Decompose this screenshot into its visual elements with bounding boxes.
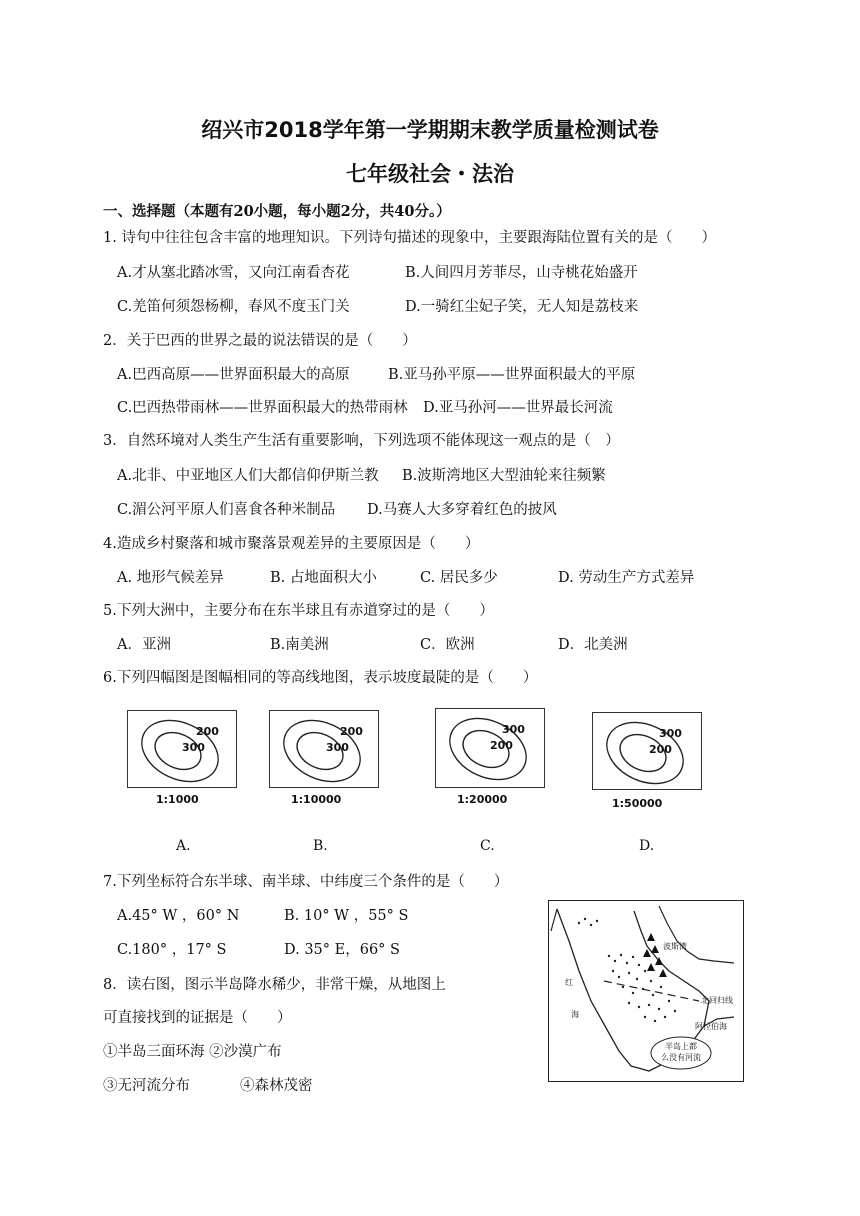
question-1-stem: 1. 诗句中往往包含丰富的地理知识。下列诗句描述的现象中，主要跟海陆位置有关的是（ ） bbox=[103, 230, 716, 246]
q8-option-1: ①半岛三面环海 ②沙漠广布 bbox=[103, 1044, 282, 1060]
figure-letter-c: C. bbox=[480, 838, 495, 854]
scale-label-b: 1:10000 bbox=[291, 793, 342, 806]
label-red: 红 bbox=[565, 978, 573, 987]
figure-letter-b: B. bbox=[313, 838, 328, 854]
q3-option-a: A.北非、中亚地区人们大都信仰伊斯兰教 bbox=[117, 468, 379, 484]
q5-option-b: B.南美洲 bbox=[270, 637, 329, 653]
label-arabian-sea: 阿拉伯海 bbox=[695, 1022, 727, 1031]
contour-label-inner: 200 bbox=[649, 743, 672, 756]
bubble-text-2: 么没有河流 bbox=[661, 1053, 701, 1062]
contour-label-outer: 300 bbox=[659, 727, 682, 740]
scale-label-d: 1:50000 bbox=[612, 797, 663, 810]
contour-lines-b bbox=[270, 711, 378, 787]
q4-option-b: B. 占地面积大小 bbox=[270, 570, 377, 586]
q3-option-b: B.波斯湾地区大型油轮来往频繁 bbox=[402, 468, 606, 484]
figure-letter-d: D. bbox=[639, 838, 655, 854]
contour-map-c bbox=[435, 708, 545, 788]
contour-map-a bbox=[127, 710, 237, 788]
question-5-stem: 5.下列大洲中，主要分布在东半球且有赤道穿过的是（ ） bbox=[103, 603, 494, 619]
q1-option-d: D.一骑红尘妃子笑，无人知是荔枝来 bbox=[405, 299, 639, 315]
scale-label-a: 1:1000 bbox=[156, 793, 199, 806]
q3-option-c: C.湄公河平原人们喜食各种米制品 bbox=[117, 502, 336, 518]
contour-lines-d bbox=[593, 713, 701, 789]
q7-option-b: B. 10° W ，55° S bbox=[284, 908, 409, 924]
q7-option-d: D. 35° E，66° S bbox=[284, 942, 400, 958]
section-heading: 一、选择题（本题有20小题，每小题2分，共40分。） bbox=[103, 203, 451, 220]
q1-option-c: C.羌笛何须怨杨柳，春风不度玉门关 bbox=[117, 299, 350, 315]
bubble-text-1: 半岛上都 bbox=[665, 1042, 697, 1051]
q8-option-3: ③无河流分布 bbox=[103, 1078, 190, 1094]
figure-letter-a: A. bbox=[176, 838, 191, 854]
q2-option-a: A.巴西高原——世界面积最大的高原 bbox=[117, 367, 350, 383]
question-7-stem: 7.下列坐标符合东半球、南半球、中纬度三个条件的是（ ） bbox=[103, 874, 509, 890]
q1-option-a: A.才从塞北踏冰雪，又向江南看杏花 bbox=[117, 265, 350, 281]
question-8-stem-cont: 可直接找到的证据是（ ） bbox=[103, 1010, 292, 1026]
q4-option-d: D. 劳动生产方式差异 bbox=[558, 570, 695, 586]
contour-label-outer: 200 bbox=[196, 725, 219, 738]
question-6-stem: 6.下列四幅图是图幅相同的等高线地图，表示坡度最陡的是（ ） bbox=[103, 670, 538, 686]
question-4-stem: 4.造成乡村聚落和城市聚落景观差异的主要原因是（ ） bbox=[103, 536, 480, 552]
label-sea: 海 bbox=[571, 1010, 579, 1019]
q5-option-d: D．北美洲 bbox=[558, 637, 628, 653]
question-3-stem: 3．自然环境对人类生产生活有重要影响，下列选项不能体现这一观点的是（ ） bbox=[103, 433, 620, 449]
q2-option-d: D.亚马孙河——世界最长河流 bbox=[423, 400, 613, 416]
q1-option-b: B.人间四月芳菲尽，山寺桃花始盛开 bbox=[405, 265, 638, 281]
contour-label-outer: 300 bbox=[502, 723, 525, 736]
exam-subtitle: 七年级社会・法治 bbox=[346, 162, 514, 186]
question-2-stem: 2．关于巴西的世界之最的说法错误的是（ ） bbox=[103, 333, 417, 349]
contour-label-outer: 200 bbox=[340, 725, 363, 738]
label-persian-gulf: 波斯湾 bbox=[663, 942, 687, 951]
map-drawing bbox=[549, 901, 743, 1081]
q3-option-d: D.马赛人大多穿着红色的披风 bbox=[367, 502, 557, 518]
q5-option-c: C．欧洲 bbox=[420, 637, 475, 653]
label-tropic: 北回归线 bbox=[701, 996, 733, 1005]
contour-map-b bbox=[269, 710, 379, 788]
exam-title: 绍兴市2018学年第一学期期末教学质量检测试卷 bbox=[201, 118, 659, 142]
arabian-peninsula-map bbox=[548, 900, 744, 1082]
q2-option-c: C.巴西热带雨林——世界面积最大的热带雨林 bbox=[117, 400, 408, 416]
q4-option-c: C. 居民多少 bbox=[420, 570, 498, 586]
q7-option-c: C.180° ，17° S bbox=[117, 942, 227, 958]
question-8-stem: 8．读右图，图示半岛降水稀少，非常干燥，从地图上 bbox=[103, 977, 446, 993]
contour-label-inner: 300 bbox=[326, 741, 349, 754]
q5-option-a: A．亚洲 bbox=[117, 637, 171, 653]
contour-label-inner: 200 bbox=[490, 739, 513, 752]
q8-option-4: ④森林茂密 bbox=[240, 1078, 313, 1094]
contour-map-d bbox=[592, 712, 702, 790]
q2-option-b: B.亚马孙平原——世界面积最大的平原 bbox=[388, 367, 636, 383]
scale-label-c: 1:20000 bbox=[457, 793, 508, 806]
contour-label-inner: 300 bbox=[182, 741, 205, 754]
q4-option-a: A. 地形气候差异 bbox=[117, 570, 224, 586]
q7-option-a: A.45° W ，60° N bbox=[117, 908, 240, 924]
